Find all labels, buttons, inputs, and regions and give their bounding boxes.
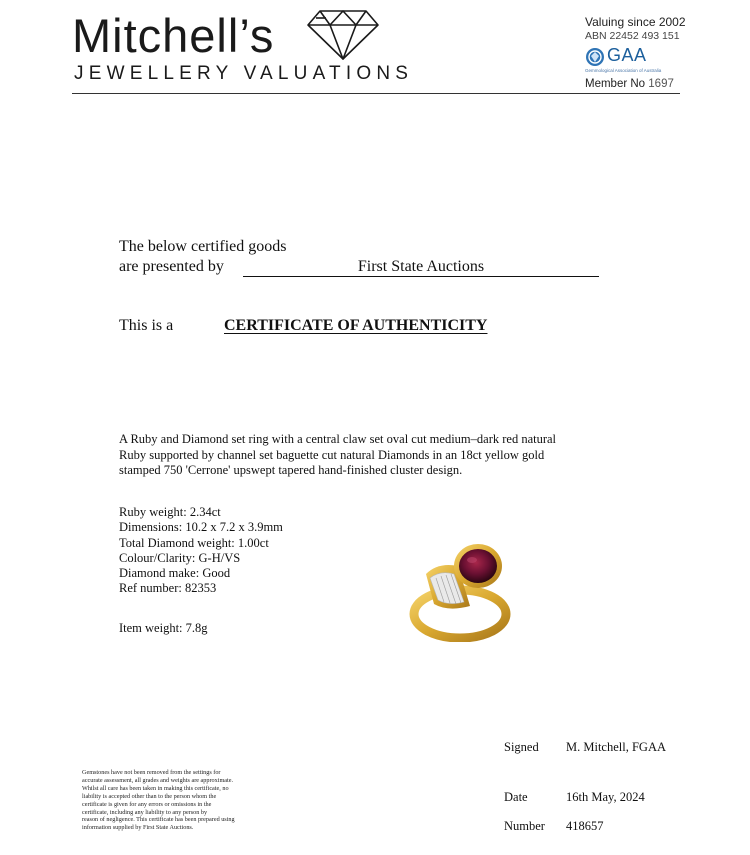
- disclaimer-line: certificate is given for any errors or omissions in the: [82, 800, 212, 808]
- spec-diamond-make: Diamond make: Good: [119, 566, 231, 581]
- disclaimer-line: Whilst all care has been taken in making this certificate, no: [82, 784, 229, 792]
- diamond-logo-icon: [306, 9, 380, 61]
- member-label: Member No: [585, 78, 646, 90]
- certificate-number-label: Number: [504, 819, 545, 833]
- certificate-number-value: 418657: [566, 819, 604, 833]
- spec-colour-clarity: Colour/Clarity: G-H/VS: [119, 550, 241, 565]
- specs-list: [119, 505, 283, 597]
- certificate-lead: This is a: [119, 317, 174, 334]
- signed-value: M. Mitchell, FGAA: [566, 740, 666, 754]
- date-value: 16th May, 2024: [566, 790, 645, 804]
- signed-label: Signed: [504, 740, 539, 754]
- disclaimer-line: information supplied by First State Auctions.: [82, 824, 194, 832]
- disclaimer-line: reason of negligence. This certificate has been prepared using: [82, 816, 235, 824]
- spec-ref-number: Ref number: 82353: [119, 581, 217, 596]
- member-number: [585, 77, 674, 91]
- gaa-emblem-icon: [585, 47, 605, 67]
- member-value: 1697: [648, 78, 674, 90]
- disclaimer-line: Gemstones have not been removed from the settings for: [82, 769, 221, 776]
- header-divider: [72, 93, 680, 94]
- certificate-title: CERTIFICATE OF AUTHENTICITY: [224, 317, 488, 334]
- intro-line-2: are presented by: [119, 258, 224, 275]
- disclaimer-line: accurate assessment, all grades and weights are approximate.: [82, 776, 234, 784]
- spec-ruby-weight: Ruby weight: 2.34ct: [119, 505, 221, 519]
- intro-line-1: The below certified goods: [119, 238, 287, 255]
- date-label: Date: [504, 790, 528, 804]
- disclaimer-line: liability is accepted other than to the person whom the: [82, 792, 217, 800]
- disclaimer: [82, 769, 292, 832]
- gaa-full-name: Gemmological Association of Australia: [585, 68, 662, 73]
- valuing-since: Valuing since 2002: [585, 15, 686, 29]
- gaa-label: GAA: [607, 45, 647, 65]
- ring-photo: [408, 532, 518, 642]
- spec-dimensions: Dimensions: 10.2 x 7.2 x 3.9mm: [119, 520, 283, 535]
- presenter-name: First State Auctions: [243, 257, 599, 277]
- item-description: A Ruby and Diamond set ring with a central claw set oval cut medium–dark red natural Ruby supported by channel set baguette cut natural Diamonds in an 18ct yellow gold stamped 750 'Cerrone' upswept tapered hand-finished cluster design.: [119, 432, 557, 477]
- abn-number: ABN 22452 493 151: [585, 30, 680, 42]
- brand-name: Mitchell’s: [72, 9, 275, 62]
- disclaimer-line: certificate, including any liability to any person by: [82, 808, 208, 816]
- spec-diamond-weight: Total Diamond weight: 1.00ct: [119, 535, 269, 550]
- item-weight: Item weight: 7.8g: [119, 621, 208, 635]
- brand-subtitle: JEWELLERY VALUATIONS: [74, 63, 414, 84]
